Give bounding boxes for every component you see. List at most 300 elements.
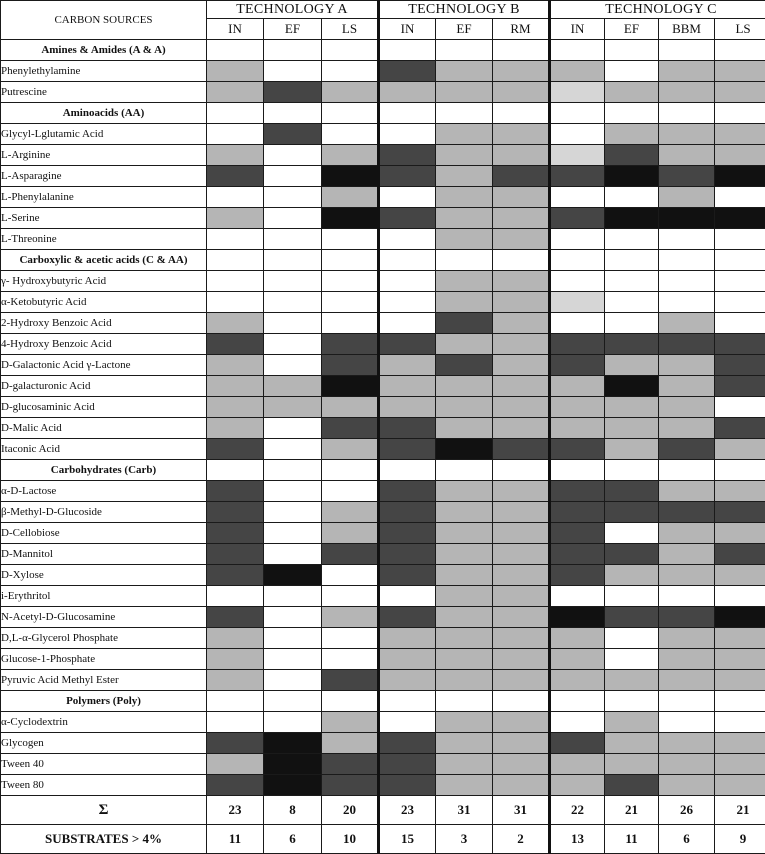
table-row — [1, 481, 765, 502]
activity-cell — [207, 376, 264, 397]
carbon-source-name: D-Mannitol — [1, 544, 207, 565]
activity-cell — [322, 481, 379, 502]
activity-cell — [379, 376, 436, 397]
activity-cell — [322, 775, 379, 796]
activity-cell — [715, 586, 765, 607]
activity-cell — [379, 649, 436, 670]
empty-cell — [605, 250, 659, 271]
empty-cell — [322, 250, 379, 271]
table-row — [1, 82, 765, 103]
activity-cell — [715, 523, 765, 544]
substrates-label: SUBSTRATES > 4% — [1, 825, 207, 854]
carbon-source-name: L-Arginine — [1, 145, 207, 166]
section-header-row — [1, 691, 765, 712]
activity-cell — [207, 628, 264, 649]
activity-cell — [715, 670, 765, 691]
method-column-header: BBM — [659, 19, 715, 40]
empty-cell — [715, 40, 765, 61]
activity-cell — [264, 565, 322, 586]
activity-cell — [436, 544, 493, 565]
activity-cell — [436, 565, 493, 586]
empty-cell — [550, 460, 605, 481]
activity-cell — [550, 754, 605, 775]
empty-cell — [659, 40, 715, 61]
activity-cell — [379, 292, 436, 313]
activity-cell — [207, 271, 264, 292]
table-row — [1, 208, 765, 229]
activity-cell — [605, 418, 659, 439]
carbon-source-name: 4-Hydroxy Benzoic Acid — [1, 334, 207, 355]
activity-cell — [264, 502, 322, 523]
activity-cell — [605, 565, 659, 586]
sum-value: 31 — [436, 796, 493, 825]
carbon-source-name: L-Serine — [1, 208, 207, 229]
table-row — [1, 397, 765, 418]
activity-cell — [715, 733, 765, 754]
empty-cell — [715, 691, 765, 712]
empty-cell — [207, 103, 264, 124]
activity-cell — [493, 439, 550, 460]
activity-cell — [493, 649, 550, 670]
empty-cell — [379, 250, 436, 271]
activity-cell — [379, 208, 436, 229]
activity-cell — [436, 313, 493, 334]
activity-cell — [207, 565, 264, 586]
activity-cell — [659, 397, 715, 418]
sum-value: 31 — [493, 796, 550, 825]
activity-cell — [715, 418, 765, 439]
activity-cell — [493, 334, 550, 355]
carbon-source-name: Tween 40 — [1, 754, 207, 775]
activity-cell — [322, 82, 379, 103]
activity-cell — [379, 271, 436, 292]
empty-cell — [207, 250, 264, 271]
activity-cell — [493, 754, 550, 775]
activity-cell — [715, 208, 765, 229]
carbon-source-name: D-galacturonic Acid — [1, 376, 207, 397]
activity-cell — [605, 586, 659, 607]
activity-cell — [605, 397, 659, 418]
activity-cell — [550, 334, 605, 355]
activity-cell — [207, 481, 264, 502]
substrates-value: 3 — [436, 825, 493, 854]
activity-cell — [379, 166, 436, 187]
activity-cell — [207, 775, 264, 796]
activity-cell — [493, 271, 550, 292]
carbon-source-name: i-Erythritol — [1, 586, 207, 607]
sum-value: 22 — [550, 796, 605, 825]
activity-cell — [322, 166, 379, 187]
substrates-value: 10 — [322, 825, 379, 854]
activity-cell — [493, 82, 550, 103]
activity-cell — [605, 502, 659, 523]
activity-cell — [436, 397, 493, 418]
activity-cell — [207, 124, 264, 145]
activity-cell — [493, 376, 550, 397]
activity-cell — [659, 481, 715, 502]
activity-cell — [493, 628, 550, 649]
activity-cell — [207, 61, 264, 82]
activity-cell — [322, 649, 379, 670]
activity-cell — [379, 145, 436, 166]
activity-cell — [493, 523, 550, 544]
activity-cell — [264, 418, 322, 439]
carbon-source-name: α-Cyclodextrin — [1, 712, 207, 733]
activity-cell — [379, 397, 436, 418]
activity-cell — [436, 712, 493, 733]
activity-cell — [379, 439, 436, 460]
table-row — [1, 61, 765, 82]
activity-cell — [605, 733, 659, 754]
activity-cell — [550, 166, 605, 187]
carbon-source-name: D-Cellobiose — [1, 523, 207, 544]
activity-cell — [605, 481, 659, 502]
activity-cell — [605, 712, 659, 733]
substrates-row — [1, 825, 765, 854]
activity-cell — [659, 334, 715, 355]
activity-cell — [493, 502, 550, 523]
activity-cell — [605, 754, 659, 775]
activity-cell — [715, 607, 765, 628]
carbon-source-name: Tween 80 — [1, 775, 207, 796]
activity-cell — [550, 439, 605, 460]
activity-cell — [264, 271, 322, 292]
carbon-source-name: Putrescine — [1, 82, 207, 103]
table-row — [1, 733, 765, 754]
table-row — [1, 418, 765, 439]
activity-cell — [322, 208, 379, 229]
activity-cell — [322, 502, 379, 523]
activity-cell — [322, 271, 379, 292]
activity-cell — [322, 754, 379, 775]
activity-cell — [659, 607, 715, 628]
activity-cell — [605, 355, 659, 376]
activity-cell — [436, 292, 493, 313]
carbon-source-name: L-Asparagine — [1, 166, 207, 187]
activity-cell — [207, 208, 264, 229]
method-column-header: IN — [379, 19, 436, 40]
activity-cell — [715, 775, 765, 796]
activity-cell — [264, 775, 322, 796]
activity-cell — [715, 334, 765, 355]
method-column-header: LS — [322, 19, 379, 40]
activity-cell — [659, 628, 715, 649]
activity-cell — [659, 733, 715, 754]
activity-cell — [207, 502, 264, 523]
substrates-value: 11 — [207, 825, 264, 854]
activity-cell — [715, 271, 765, 292]
empty-cell — [550, 103, 605, 124]
table-row — [1, 229, 765, 250]
activity-cell — [605, 649, 659, 670]
carbon-source-name: D-Galactonic Acid γ-Lactone — [1, 355, 207, 376]
activity-cell — [605, 229, 659, 250]
activity-cell — [715, 82, 765, 103]
activity-cell — [379, 628, 436, 649]
activity-cell — [264, 523, 322, 544]
activity-cell — [493, 775, 550, 796]
substrates-value: 6 — [264, 825, 322, 854]
activity-cell — [207, 355, 264, 376]
activity-cell — [322, 397, 379, 418]
substrates-value: 9 — [715, 825, 765, 854]
activity-cell — [550, 61, 605, 82]
table-row — [1, 187, 765, 208]
carbon-source-name: D-Xylose — [1, 565, 207, 586]
activity-cell — [379, 334, 436, 355]
activity-cell — [605, 145, 659, 166]
activity-cell — [659, 712, 715, 733]
activity-cell — [715, 649, 765, 670]
activity-cell — [605, 334, 659, 355]
method-column-header: EF — [436, 19, 493, 40]
activity-cell — [605, 376, 659, 397]
activity-cell — [379, 544, 436, 565]
activity-cell — [659, 523, 715, 544]
activity-cell — [207, 292, 264, 313]
carbon-source-name: Phenylethylamine — [1, 61, 207, 82]
activity-cell — [493, 544, 550, 565]
activity-cell — [493, 586, 550, 607]
table-row — [1, 628, 765, 649]
activity-cell — [436, 523, 493, 544]
activity-cell — [436, 502, 493, 523]
activity-cell — [436, 376, 493, 397]
activity-cell — [436, 418, 493, 439]
activity-cell — [436, 481, 493, 502]
activity-cell — [659, 544, 715, 565]
technology-header: TECHNOLOGY B — [379, 1, 550, 19]
activity-cell — [379, 187, 436, 208]
carbon-sources-header: CARBON SOURCES — [1, 1, 207, 40]
activity-cell — [436, 670, 493, 691]
activity-cell — [207, 229, 264, 250]
activity-cell — [659, 166, 715, 187]
sum-value: 21 — [605, 796, 659, 825]
technology-header: TECHNOLOGY A — [207, 1, 379, 19]
activity-cell — [379, 523, 436, 544]
empty-cell — [605, 40, 659, 61]
activity-cell — [493, 565, 550, 586]
activity-cell — [715, 229, 765, 250]
activity-cell — [659, 187, 715, 208]
activity-cell — [264, 208, 322, 229]
activity-cell — [715, 376, 765, 397]
sum-value: 26 — [659, 796, 715, 825]
activity-cell — [550, 292, 605, 313]
activity-cell — [605, 61, 659, 82]
activity-cell — [207, 418, 264, 439]
sum-row — [1, 796, 765, 825]
empty-cell — [493, 691, 550, 712]
activity-cell — [264, 61, 322, 82]
activity-cell — [264, 586, 322, 607]
activity-cell — [493, 145, 550, 166]
activity-cell — [322, 523, 379, 544]
table-row — [1, 607, 765, 628]
activity-cell — [550, 502, 605, 523]
activity-cell — [379, 775, 436, 796]
activity-cell — [659, 565, 715, 586]
activity-cell — [322, 418, 379, 439]
activity-cell — [605, 166, 659, 187]
table-row — [1, 145, 765, 166]
carbon-source-name: N-Acetyl-D-Glucosamine — [1, 607, 207, 628]
activity-cell — [264, 376, 322, 397]
empty-cell — [605, 691, 659, 712]
activity-cell — [379, 670, 436, 691]
activity-cell — [659, 145, 715, 166]
activity-cell — [715, 481, 765, 502]
activity-cell — [436, 166, 493, 187]
activity-cell — [550, 355, 605, 376]
activity-cell — [605, 439, 659, 460]
empty-cell — [659, 460, 715, 481]
activity-cell — [207, 607, 264, 628]
activity-cell — [322, 124, 379, 145]
activity-cell — [322, 733, 379, 754]
activity-cell — [322, 670, 379, 691]
activity-cell — [605, 292, 659, 313]
sum-value: 23 — [379, 796, 436, 825]
carbon-source-name: 2-Hydroxy Benzoic Acid — [1, 313, 207, 334]
carbon-source-name: Itaconic Acid — [1, 439, 207, 460]
activity-cell — [550, 544, 605, 565]
activity-cell — [550, 523, 605, 544]
activity-cell — [436, 355, 493, 376]
carbon-source-name: L-Threonine — [1, 229, 207, 250]
table-row — [1, 166, 765, 187]
empty-cell — [550, 691, 605, 712]
activity-cell — [264, 334, 322, 355]
activity-cell — [715, 397, 765, 418]
activity-cell — [322, 628, 379, 649]
method-column-header: RM — [493, 19, 550, 40]
substrates-value: 13 — [550, 825, 605, 854]
activity-cell — [379, 124, 436, 145]
sum-label: Σ — [1, 796, 207, 825]
method-column-header: IN — [550, 19, 605, 40]
activity-cell — [264, 292, 322, 313]
empty-cell — [550, 250, 605, 271]
activity-cell — [550, 775, 605, 796]
empty-cell — [264, 250, 322, 271]
activity-cell — [659, 502, 715, 523]
table-row — [1, 502, 765, 523]
empty-cell — [436, 691, 493, 712]
table-row — [1, 124, 765, 145]
activity-cell — [264, 712, 322, 733]
table-row — [1, 586, 765, 607]
activity-cell — [264, 754, 322, 775]
activity-cell — [550, 229, 605, 250]
table-row — [1, 292, 765, 313]
activity-cell — [605, 208, 659, 229]
activity-cell — [659, 670, 715, 691]
activity-cell — [550, 271, 605, 292]
empty-cell — [659, 691, 715, 712]
table-row — [1, 376, 765, 397]
activity-cell — [207, 586, 264, 607]
activity-cell — [436, 145, 493, 166]
activity-cell — [436, 649, 493, 670]
activity-cell — [550, 565, 605, 586]
empty-cell — [715, 250, 765, 271]
empty-cell — [322, 460, 379, 481]
activity-cell — [322, 439, 379, 460]
activity-cell — [322, 61, 379, 82]
activity-cell — [550, 124, 605, 145]
activity-cell — [605, 775, 659, 796]
activity-cell — [264, 229, 322, 250]
table-row — [1, 313, 765, 334]
activity-cell — [436, 208, 493, 229]
activity-cell — [493, 418, 550, 439]
section-title: Polymers (Poly) — [1, 691, 207, 712]
empty-cell — [379, 691, 436, 712]
activity-cell — [379, 313, 436, 334]
activity-cell — [379, 607, 436, 628]
activity-cell — [264, 649, 322, 670]
table-row — [1, 754, 765, 775]
activity-cell — [264, 124, 322, 145]
activity-cell — [436, 733, 493, 754]
activity-cell — [264, 670, 322, 691]
technology-header: TECHNOLOGY C — [550, 1, 765, 19]
activity-cell — [550, 82, 605, 103]
empty-cell — [264, 460, 322, 481]
empty-cell — [322, 40, 379, 61]
empty-cell — [264, 103, 322, 124]
activity-cell — [264, 628, 322, 649]
activity-cell — [550, 187, 605, 208]
activity-cell — [493, 733, 550, 754]
activity-cell — [493, 607, 550, 628]
activity-cell — [659, 271, 715, 292]
empty-cell — [264, 40, 322, 61]
activity-cell — [379, 481, 436, 502]
activity-cell — [550, 208, 605, 229]
empty-cell — [379, 40, 436, 61]
activity-cell — [550, 607, 605, 628]
activity-cell — [322, 334, 379, 355]
method-column-header: EF — [264, 19, 322, 40]
activity-cell — [264, 544, 322, 565]
activity-cell — [436, 187, 493, 208]
section-header-row — [1, 250, 765, 271]
section-title: Amines & Amides (A & A) — [1, 40, 207, 61]
carbon-source-name: Pyruvic Acid Methyl Ester — [1, 670, 207, 691]
activity-cell — [493, 124, 550, 145]
activity-cell — [493, 313, 550, 334]
activity-cell — [207, 313, 264, 334]
method-column-header: EF — [605, 19, 659, 40]
activity-cell — [379, 61, 436, 82]
activity-cell — [550, 733, 605, 754]
activity-cell — [322, 565, 379, 586]
sum-value: 8 — [264, 796, 322, 825]
activity-cell — [715, 439, 765, 460]
activity-cell — [659, 754, 715, 775]
empty-cell — [659, 250, 715, 271]
empty-cell — [207, 40, 264, 61]
activity-cell — [379, 502, 436, 523]
table-row — [1, 649, 765, 670]
activity-cell — [715, 61, 765, 82]
activity-cell — [493, 187, 550, 208]
activity-cell — [550, 628, 605, 649]
activity-cell — [379, 712, 436, 733]
